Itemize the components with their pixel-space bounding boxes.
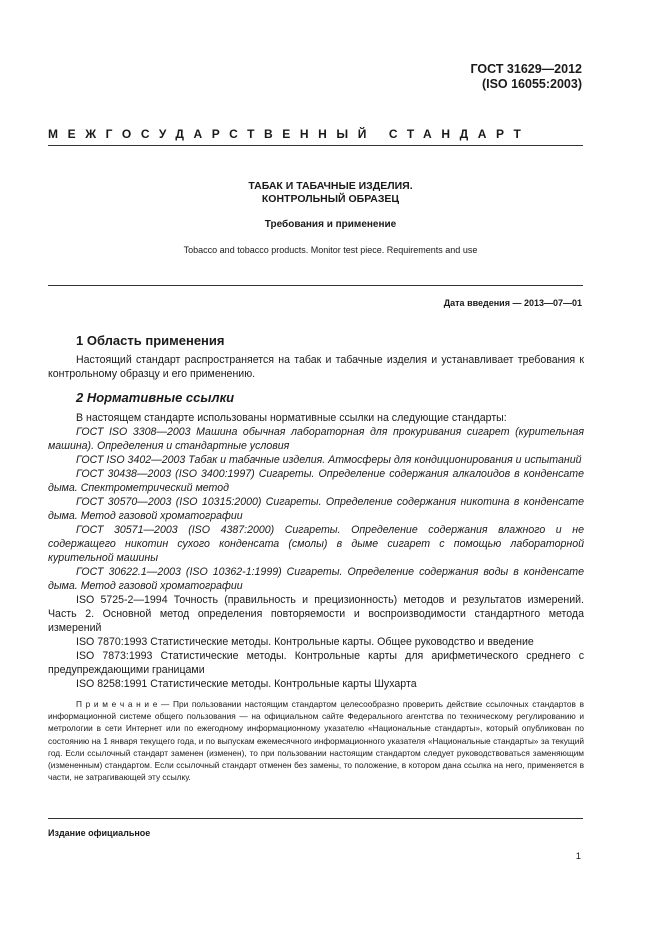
reference-item: ГОСТ 30438—2003 (ISO 3400:1997) Сигареты. Определение содержания алкалоидов в конденсате дыма. Спектрометрический метод — [48, 468, 584, 494]
title-line-1: ТАБАК И ТАБАЧНЫЕ ИЗДЕЛИЯ. — [248, 180, 413, 192]
reference-item: ISO 7870:1993 Статистические методы. Контрольные карты. Общее руководство и введение — [76, 636, 534, 648]
section-1-text: Настоящий стандарт распространяется на табак и табачные изделия и устанавливает требования к контрольному образцу и его применению. — [48, 354, 584, 380]
page-number: 1 — [575, 851, 581, 862]
section-2-heading: 2 Нормативные ссылки — [76, 390, 235, 405]
section-2-intro: В настоящем стандарте использованы нормативные ссылки на следующие стандарты: — [76, 412, 507, 424]
title-line-2: КОНТРОЛЬНЫЙ ОБРАЗЕЦ — [261, 193, 400, 205]
page-title — [48, 180, 613, 206]
reference-item: ГОСТ 30622.1—2003 (ISO 10362-1:1999) Сигареты. Определение содержания воды в конденсате дыма. Метод газовой хроматографии — [48, 566, 584, 592]
section-1-heading: 1 Область применения — [76, 333, 225, 348]
reference-item: ГОСТ ISO 3308—2003 Машина обычная лабораторная для прокуривания сигарет (курительная машина). Определения и стандартные условия — [48, 426, 584, 452]
section-2-body — [48, 411, 584, 691]
reference-item: ISO 7873:1993 Статистические методы. Контрольные карты для арифметического среднего с предупреждающими границами — [48, 650, 584, 676]
english-title: Tobacco and tobacco products. Monitor test piece. Requirements and use — [183, 245, 478, 255]
document-number — [470, 62, 582, 92]
page-subtitle: Требования и применение — [264, 219, 397, 230]
reference-item: ГОСТ 30570—2003 (ISO 10315:2000) Сигареты. Определение содержания никотина в конденсате дыма. Метод газовой хроматографии — [48, 496, 584, 522]
edition-label: Издание официальное — [48, 828, 151, 838]
footer-rule — [48, 818, 583, 819]
banner-rule — [48, 145, 583, 146]
reference-item: ГОСТ 30571—2003 (ISO 4387:2000) Сигареты. Определение содержания влажного и не содержащего никотин сухого конденсата (смолы) в дыме сигарет с помощью лабораторной курительной машины — [48, 524, 584, 564]
doc-number-iso: (ISO 16055:2003) — [481, 77, 582, 91]
reference-item: ISO 5725-2—1994 Точность (правильность и прецизионность) методов и результатов измерений. Часть 2. Основной метод определения повторяемости и воспроизводимости стандартного метода измерений — [48, 594, 584, 634]
title-rule — [48, 285, 583, 286]
reference-item: ISO 8258:1991 Статистические методы. Контрольные карты Шухарта — [76, 678, 417, 690]
section-1-body — [48, 353, 584, 381]
doc-number-gost: ГОСТ 31629—2012 — [470, 62, 582, 76]
standard-banner: МЕЖГОСУДАРСТВЕННЫЙ СТАНДАРТ — [48, 127, 531, 141]
reference-note: П р и м е ч а н и е — При пользовании настоящим стандартом целесообразно проверить действие ссылочных стандартов в информационной системе общего пользования — на официальном сайте Федерального агентства по техническому регулированию и метрологии в сети Интернет или по ежегодному информационному указателю «Национальные стандарты», который опубликован по состоянию на 1 января текущего года, и по выпускам ежемесячного информационного указателя «Национальные стандарты» за текущий год. Если ссылочный стандарт заменен (изменен), то при пользовании настоящим стандартом следует руководствоваться заменяющим (измененным) стандартом. Если ссылочный стандарт отменен без замены, то положение, в котором дана ссылка на него, применяется в части, не затрагивающей эту ссылку. — [48, 699, 584, 783]
reference-item: ГОСТ ISO 3402—2003 Табак и табачные изделия. Атмосферы для кондиционирования и испытаний — [76, 454, 582, 466]
introduction-date: Дата введения — 2013—07—01 — [443, 298, 582, 308]
